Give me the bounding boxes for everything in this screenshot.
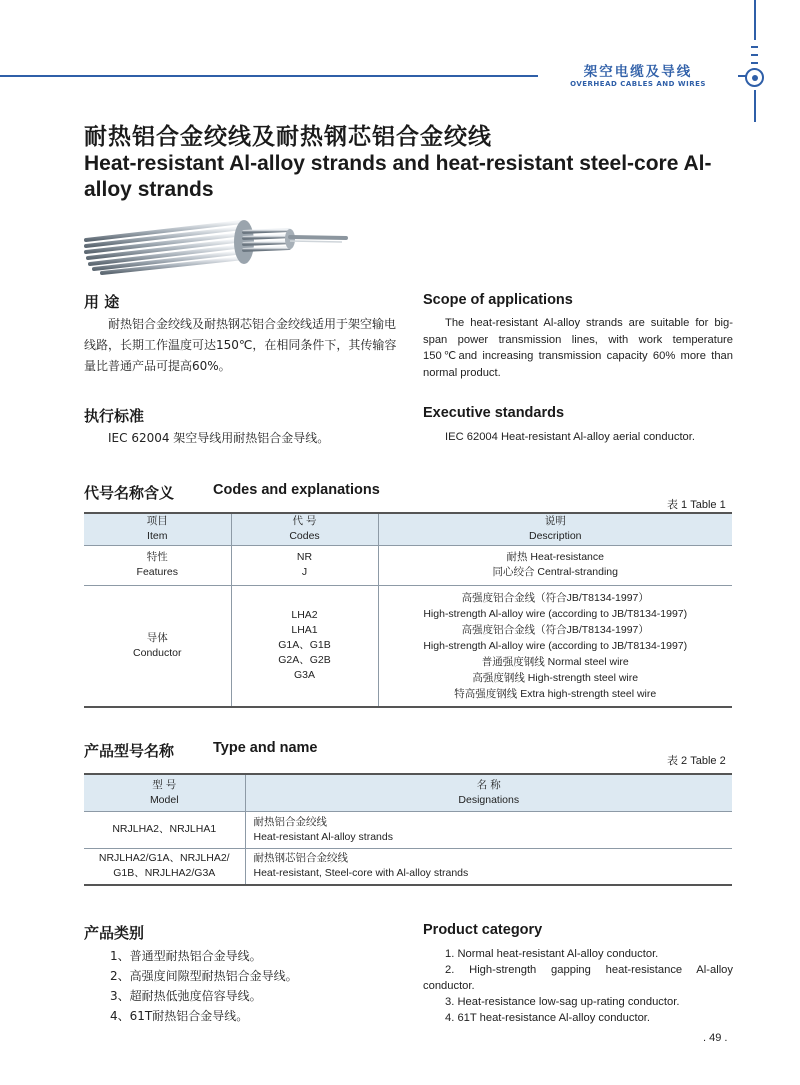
standards-text-cn: IEC 62004 架空导线用耐热铝合金导线。 [108, 431, 330, 445]
list-item: 1、普通型耐热铝合金导线。 [110, 949, 262, 963]
list-item: 1. Normal heat-resistant Al-alloy conductor. [445, 948, 659, 960]
scope-heading-cn: 用 途 [84, 293, 120, 311]
category-heading-cn: 产品类别 [84, 924, 145, 942]
types-header-designations: 名 称 Designations [245, 774, 732, 811]
standards-heading-cn: 执行标准 [84, 407, 145, 425]
header-dash [751, 62, 758, 64]
types-model-cell: NRJLHA2/G1A、NRJLHA2/ G1B、NRJLHA2/G3A [84, 848, 245, 885]
header-vertical-rule-bottom [754, 90, 756, 122]
codes-desc-cell: 耐热 Heat-resistance 同心绞合 Central-stranding [378, 545, 732, 585]
types-name-cell: 耐热钢芯铝合金绞线 Heat-resistant, Steel-core with Al-alloy strands [245, 848, 732, 885]
list-item: 3、超耐热低弛度倍容导线。 [110, 989, 262, 1003]
types-model-cell: NRJLHA2、NRJLHA1 [84, 811, 245, 848]
category-heading-en: Product category [423, 922, 543, 938]
page-title-en: Heat-resistant Al-alloy strands and heat-resistant steel-core Al-alloy strands [84, 152, 712, 201]
codes-code-cell: LHA2 LHA1 G1A、G1B G2A、G2B G3A [231, 585, 378, 707]
codes-heading-en: Codes and explanations [213, 482, 380, 498]
list-item: 2. High-strength gapping heat-resistance Al-alloy conductor. [423, 964, 733, 992]
header-vertical-rule-top [754, 0, 756, 40]
target-circle-icon [745, 68, 764, 87]
page-title-cn: 耐热铝合金绞线及耐热钢芯铝合金绞线 [84, 124, 492, 150]
table-row [84, 811, 732, 848]
types-table [84, 773, 732, 886]
table-row [84, 848, 732, 885]
codes-table [84, 512, 732, 708]
table2-label: 表 2 Table 2 [667, 755, 726, 767]
header-category [538, 64, 738, 94]
codes-code-cell: NR J [231, 545, 378, 585]
list-item: 4、61T耐热铝合金导线。 [110, 1009, 249, 1023]
codes-item-cell: 特性 Features [84, 545, 231, 585]
scope-text-en: The heat-resistant Al-alloy strands are suitable for big-span power transmission lines, with work temperature 150℃and increasing transmission capacity 60% more than normal product. [423, 317, 733, 379]
scope-text-cn: 耐热铝合金绞线及耐热钢芯铝合金绞线适用于架空输电线路，长期工作温度可达150℃，在相同条件下，其传输容量比普通产品可提高60%。 [84, 317, 397, 373]
header-category-en: OVERHEAD CABLES AND WIRES [570, 80, 706, 88]
codes-header-item: 项目 Item [84, 513, 231, 545]
table-row [84, 585, 732, 707]
standards-text-en: IEC 62004 Heat-resistant Al-alloy aerial conductor. [445, 431, 695, 443]
page-number: . 49 . [703, 1032, 728, 1044]
header-category-cn: 架空电缆及导线 [583, 64, 693, 80]
codes-heading-cn: 代号名称含义 [84, 484, 175, 502]
table1-label: 表 1 Table 1 [667, 499, 726, 511]
category-list-cn [110, 946, 298, 1026]
header-dash [751, 46, 758, 48]
codes-desc-cell: 高强度铝合金线（符合JB/T8134-1997） High-strength Al-alloy wire (according to JB/T8134-1997) 高强度铝合金线（符合JB/T8134-1997） High-strength Al-alloy wire (according to JB/T8134-1997) 普通强度钢线 Normal steel wire 高强度钢线 High-strength steel wire 特高强度钢线 Extra high-strength steel wire [378, 585, 732, 707]
codes-header-codes: 代 号 Codes [231, 513, 378, 545]
standards-heading-en: Executive standards [423, 405, 565, 421]
list-item: 4. 61T heat-resistance Al-alloy conductor. [445, 1012, 651, 1024]
codes-header-description: 说明 Description [378, 513, 732, 545]
codes-item-cell: 导体 Conductor [84, 585, 231, 707]
types-name-cell: 耐热铝合金绞线 Heat-resistant Al-alloy strands [245, 811, 732, 848]
category-list-en [423, 946, 733, 1026]
types-heading-cn: 产品型号名称 [84, 742, 175, 760]
table-row [84, 545, 732, 585]
cable-image [84, 210, 354, 280]
scope-heading-en: Scope of applications [423, 292, 573, 308]
types-heading-en: Type and name [213, 740, 318, 756]
list-item: 2、高强度间隙型耐热铝合金导线。 [110, 969, 298, 983]
list-item: 3. Heat-resistance low-sag up-rating conductor. [445, 996, 680, 1008]
types-header-model: 型 号 Model [84, 774, 245, 811]
header-dash [751, 54, 758, 56]
